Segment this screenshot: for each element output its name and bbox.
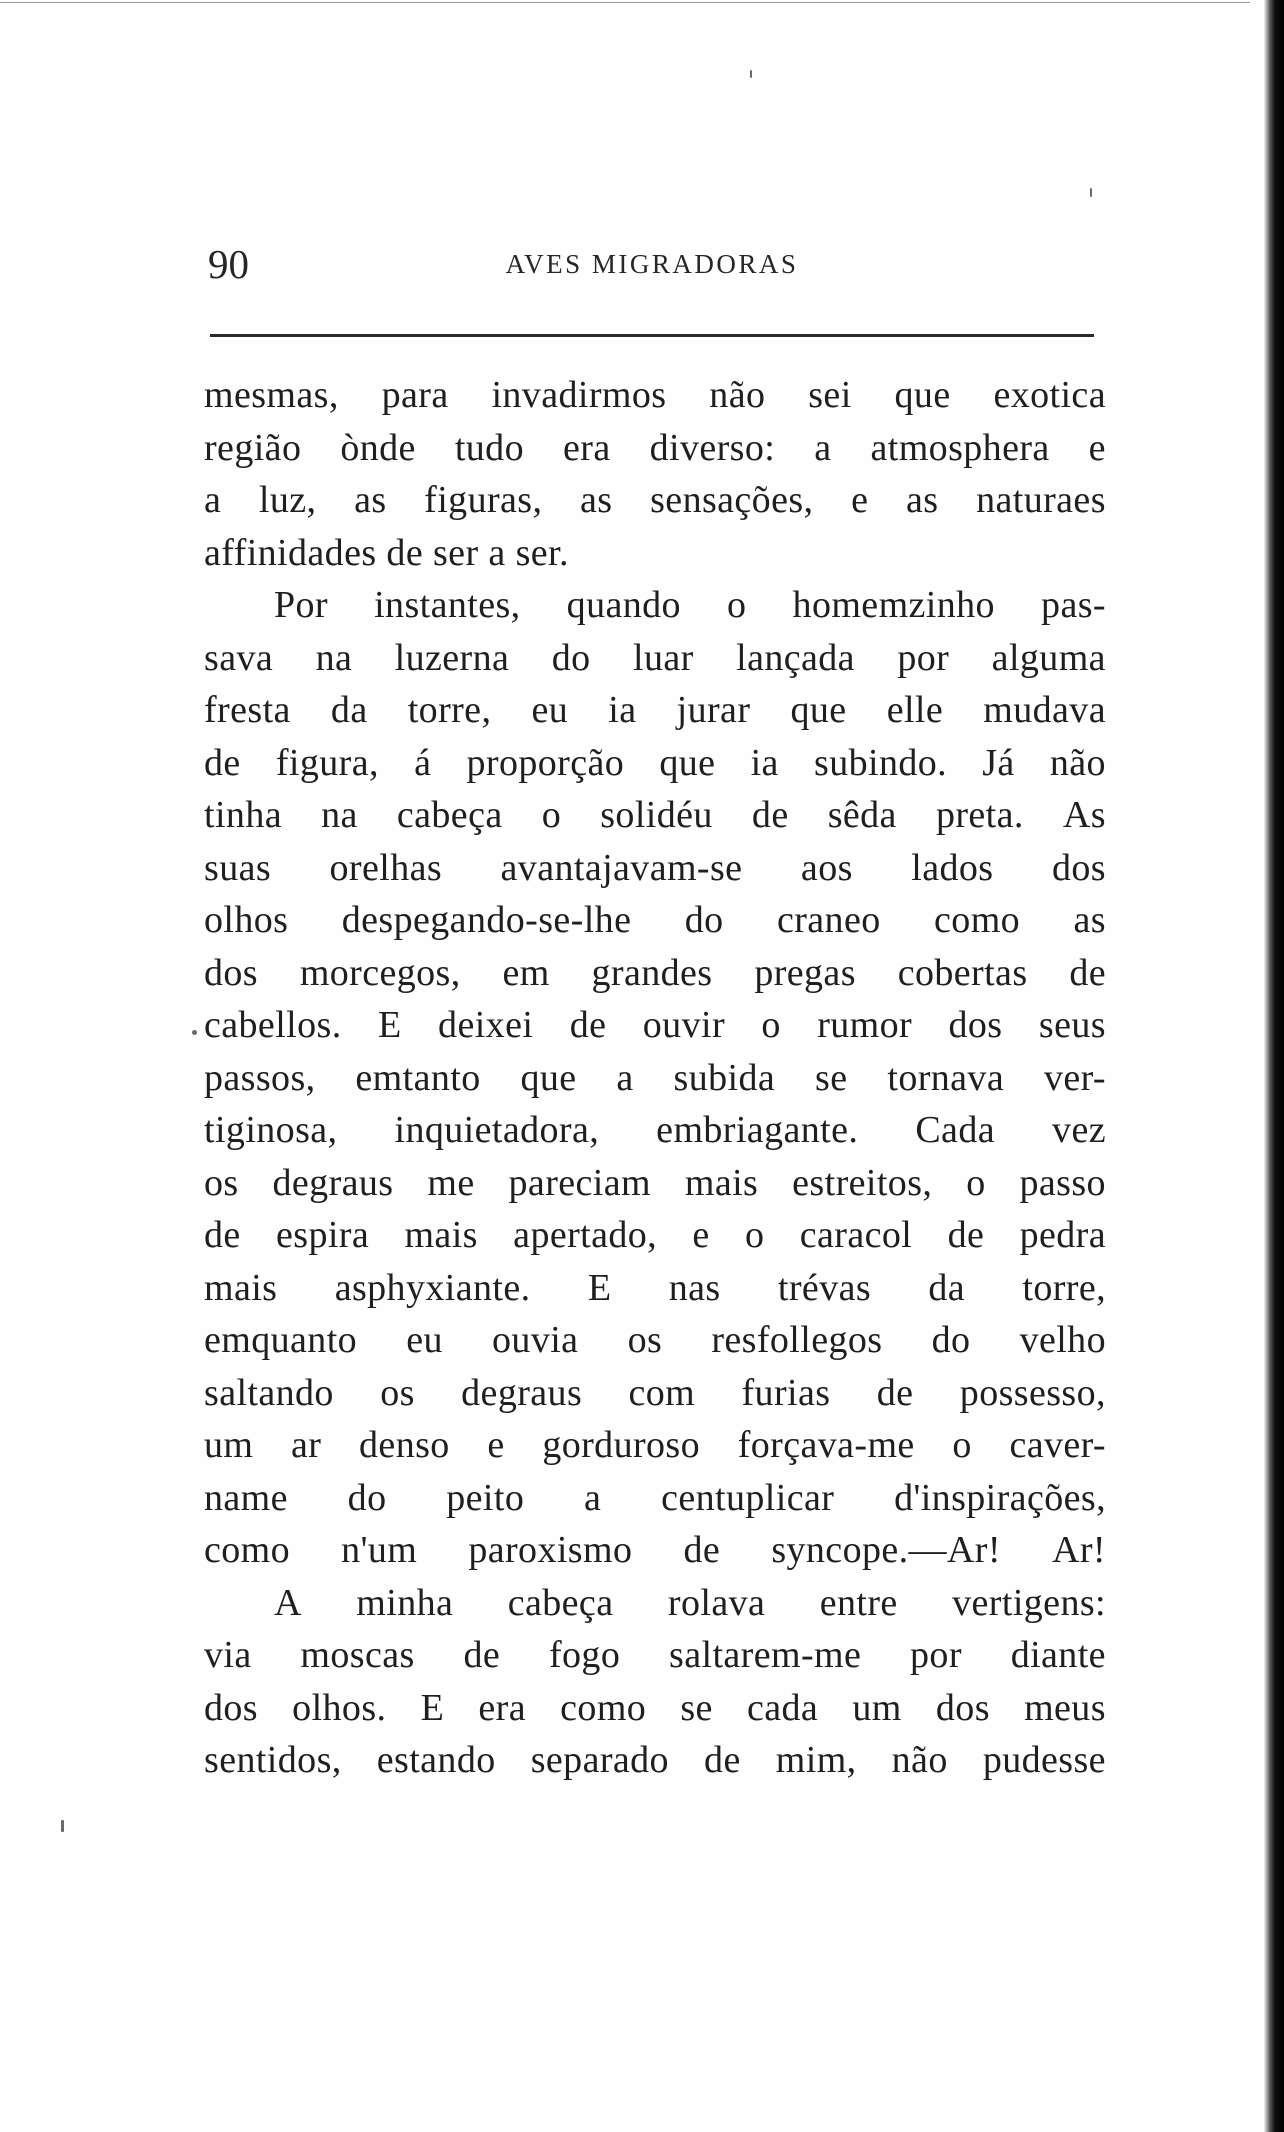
scan-top-edge bbox=[0, 2, 1250, 3]
text-line: de figura, á proporção que ia subindo. Já não bbox=[204, 741, 1106, 784]
text-line: dos morcegos, em grandes pregas cobertas de bbox=[204, 951, 1106, 994]
text-line: de espira mais apertado, e o caracol de pedra bbox=[204, 1214, 1106, 1256]
text-line: Por instantes, quando o homemzinho pas- bbox=[274, 584, 1106, 626]
text-line: mais asphyxiante. E nas trévas da torre, bbox=[204, 1266, 1106, 1309]
page-number: 90 bbox=[208, 241, 249, 287]
text-line: suas orelhas avantajavam-se aos lados dos bbox=[204, 846, 1106, 889]
text-line: A minha cabeça rolava entre vertigens: bbox=[274, 1581, 1106, 1624]
text-line: a luz, as figuras, as sensações, e as naturaes bbox=[204, 479, 1106, 521]
text-line: tinha na cabeça o solidéu de sêda preta. As bbox=[204, 794, 1106, 836]
text-line: fresta da torre, eu ia jurar que elle mudava bbox=[204, 689, 1106, 731]
print-speck bbox=[750, 70, 752, 78]
text-line: mesmas, para invadirmos não sei que exotica bbox=[204, 374, 1106, 416]
text-line: passos, emtanto que a subida se tornava ver- bbox=[204, 1056, 1106, 1099]
text-line: dos olhos. E era como se cada um dos meus bbox=[204, 1686, 1106, 1729]
text-line: saltando os degraus com furias de possesso, bbox=[204, 1371, 1106, 1414]
running-title: AVES MIGRADORAS bbox=[505, 249, 799, 279]
text-line: região ònde tudo era diverso: a atmosphera e bbox=[204, 426, 1106, 469]
text-line: name do peito a centuplicar d'inspirações, bbox=[204, 1476, 1106, 1519]
binding-edge bbox=[1264, 0, 1284, 2132]
text-line: os degraus me pareciam mais estreitos, o passo bbox=[204, 1161, 1106, 1204]
text-line: como n'um paroxismo de syncope.—Ar! Ar! bbox=[204, 1529, 1106, 1571]
text-line: cabellos. E deixei de ouvir o rumor dos seus bbox=[204, 1004, 1106, 1046]
text-line: sava na luzerna do luar lançada por alguma bbox=[204, 636, 1106, 679]
text-line: olhos despegando-se-lhe do craneo como as bbox=[204, 899, 1106, 941]
print-speck bbox=[61, 1820, 64, 1832]
print-speck bbox=[1090, 188, 1092, 197]
text-line: via moscas de fogo saltarem-me por diante bbox=[204, 1634, 1106, 1676]
text-line: um ar denso e gorduroso forçava-me o caver- bbox=[204, 1424, 1106, 1466]
text-line: sentidos, estando separado de mim, não pudesse bbox=[204, 1739, 1106, 1781]
header-rule bbox=[210, 334, 1094, 337]
text-line: affinidades de ser a ser. bbox=[204, 531, 569, 574]
running-head bbox=[208, 236, 1096, 292]
text-line: tiginosa, inquietadora, embriagante. Cada vez bbox=[204, 1109, 1106, 1151]
body-text bbox=[204, 369, 1106, 1787]
text-line: emquanto eu ouvia os resfollegos do velho bbox=[204, 1319, 1106, 1361]
print-speck bbox=[192, 1030, 197, 1035]
